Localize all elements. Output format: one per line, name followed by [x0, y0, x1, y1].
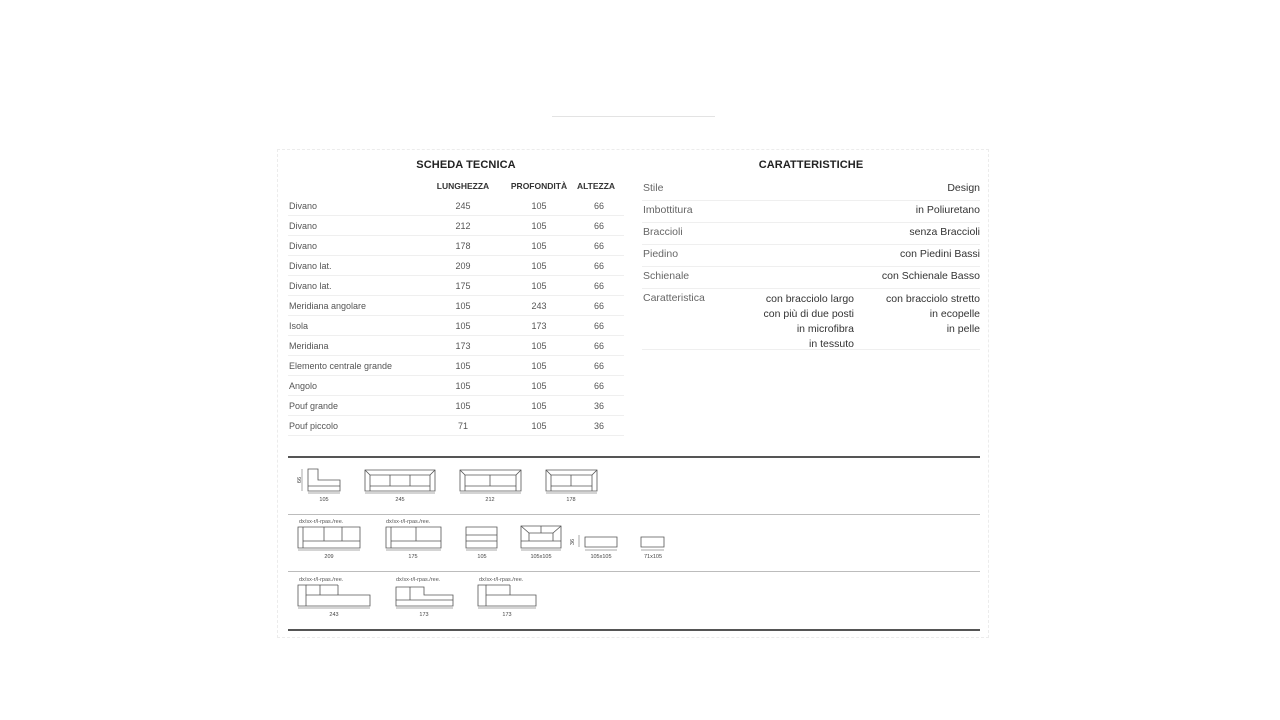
row-name: Divano [289, 201, 318, 211]
top-divider [552, 116, 715, 117]
caratteristica-value: in microfibra [796, 323, 854, 335]
dim-width: 175 [408, 554, 418, 560]
row-name: Divano [289, 221, 318, 231]
drawing-side-sofa-209 [298, 527, 360, 550]
drawing-isola [396, 587, 453, 608]
feature-value: con Piedini Bassi [900, 248, 980, 260]
drawing-pouf-large [579, 535, 617, 550]
module-code: dx/sx-r/l-rpas./ree. [479, 577, 524, 583]
dim-width: 173 [419, 612, 429, 618]
row-profondita: 173 [531, 321, 547, 331]
module-code: dx/sx-r/l-rpas./ree. [299, 577, 344, 583]
caratteristica-value: con bracciolo stretto [886, 293, 980, 305]
features-title: CARATTERISTICHE [758, 159, 864, 171]
row-lunghezza: 105 [455, 381, 471, 391]
drawing-sofa-178 [546, 470, 597, 493]
feature-label: Stile [643, 182, 664, 194]
dim-width: 212 [485, 497, 495, 503]
row-name: Pouf grande [289, 401, 339, 411]
feature-label: Braccioli [643, 226, 683, 238]
feature-value: in Poliuretano [915, 204, 980, 216]
caratteristica-value: con più di due posti [763, 308, 854, 320]
dim-width: 245 [395, 497, 405, 503]
row-profondita: 105 [531, 381, 547, 391]
feature-label: Schienale [643, 270, 690, 282]
caratteristica-value: in tessuto [809, 338, 854, 350]
dim-width: 243 [329, 612, 339, 618]
module-drawings [278, 150, 990, 639]
drawing-corner [521, 526, 561, 550]
row-lunghezza: 71 [457, 421, 468, 431]
feature-value: senza Braccioli [909, 226, 980, 238]
row-name: Elemento centrale grande [289, 361, 393, 371]
row-altezza: 66 [593, 281, 604, 291]
drawing-pouf-small [641, 537, 664, 550]
caratteristica-value: in pelle [946, 323, 980, 335]
row-altezza: 66 [593, 201, 604, 211]
row-name: Meridiana angolare [289, 301, 367, 311]
dim-width: 173 [502, 612, 512, 618]
column-profondita: PROFONDITÀ [510, 181, 568, 191]
drawing-sofa-212 [460, 470, 521, 493]
row-altezza: 66 [593, 381, 604, 391]
row-name: Divano lat. [289, 261, 332, 271]
row-lunghezza: 245 [455, 201, 471, 211]
feature-label: Caratteristica [643, 292, 705, 304]
row-name: Angolo [289, 381, 318, 391]
row-altezza: 66 [593, 361, 604, 371]
row-profondita: 105 [531, 201, 547, 211]
dim-width: 178 [566, 497, 576, 503]
row-name: Divano [289, 241, 318, 251]
feature-label: Piedino [643, 248, 679, 260]
spec-card [277, 149, 989, 638]
row-name: Divano lat. [289, 281, 332, 291]
dim-width: 105 [477, 554, 487, 560]
drawing-meridiana [478, 585, 536, 608]
dim-width: 105 [319, 497, 329, 503]
drawing-corner-meridiana [298, 585, 370, 608]
row-lunghezza: 175 [455, 281, 471, 291]
row-name: Meridiana [289, 341, 329, 351]
row-lunghezza: 178 [455, 241, 471, 251]
column-altezza: ALTEZZA [576, 181, 616, 191]
row-name: Pouf piccolo [289, 421, 339, 431]
row-altezza: 66 [593, 301, 604, 311]
row-profondita: 243 [531, 301, 547, 311]
feature-value: Design [947, 182, 980, 194]
caratteristica-value: con bracciolo largo [765, 293, 854, 305]
row-profondita: 105 [531, 261, 547, 271]
module-code: dx/sx-r/l-rpas./ree. [299, 519, 344, 525]
dim-width: 71x105 [643, 554, 663, 560]
row-altezza: 66 [593, 241, 604, 251]
feature-label: Imbottitura [643, 204, 693, 216]
drawing-center-element [466, 527, 497, 550]
dim-height: 66 [297, 476, 303, 484]
row-lunghezza: 105 [455, 321, 471, 331]
row-lunghezza: 173 [455, 341, 471, 351]
row-profondita: 105 [531, 421, 547, 431]
row-lunghezza: 105 [455, 361, 471, 371]
row-name: Isola [289, 321, 309, 331]
drawing-chair [302, 469, 340, 493]
tech-sheet-title: SCHEDA TECNICA [416, 159, 516, 171]
row-profondita: 105 [531, 361, 547, 371]
row-altezza: 66 [593, 341, 604, 351]
module-code: dx/sx-r/l-rpas./ree. [396, 577, 441, 583]
module-code: dx/sx-r/l-rpas./ree. [386, 519, 431, 525]
dim-width: 105x105 [590, 554, 612, 560]
column-lunghezza: LUNGHEZZA [436, 181, 490, 191]
row-profondita: 105 [531, 281, 547, 291]
row-lunghezza: 105 [455, 401, 471, 411]
row-lunghezza: 105 [455, 301, 471, 311]
row-lunghezza: 209 [455, 261, 471, 271]
dim-width: 105x105 [530, 554, 552, 560]
row-altezza: 66 [593, 221, 604, 231]
row-altezza: 66 [593, 321, 604, 331]
row-profondita: 105 [531, 401, 547, 411]
feature-value: con Schienale Basso [881, 270, 980, 282]
dim-height: 36 [570, 538, 576, 546]
row-lunghezza: 212 [455, 221, 471, 231]
row-profondita: 105 [531, 221, 547, 231]
row-profondita: 105 [531, 241, 547, 251]
dim-width: 209 [324, 554, 334, 560]
row-profondita: 105 [531, 341, 547, 351]
drawing-sofa-245 [365, 470, 435, 493]
row-altezza: 36 [593, 421, 604, 431]
row-altezza: 36 [593, 401, 604, 411]
row-altezza: 66 [593, 261, 604, 271]
caratteristica-value: in ecopelle [929, 308, 980, 320]
drawing-side-sofa-175 [386, 527, 441, 550]
